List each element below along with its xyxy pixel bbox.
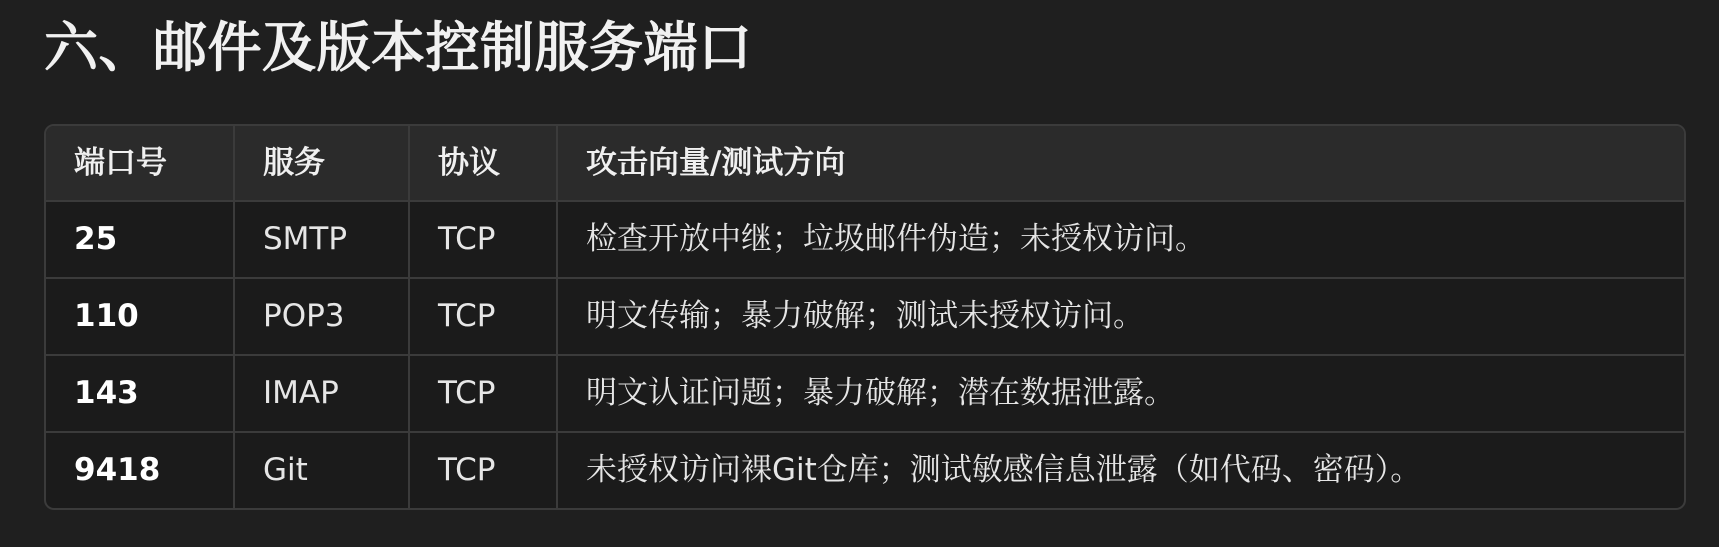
cell-protocol: TCP	[409, 355, 557, 432]
cell-service: Git	[234, 432, 409, 508]
table-row	[46, 355, 1684, 432]
cell-attack-vector: 明文传输；暴力破解；测试未授权访问。	[557, 278, 1684, 355]
column-header-attack-vector: 攻击向量/测试方向	[557, 126, 1684, 201]
column-header-service: 服务	[234, 126, 409, 201]
table-row	[46, 201, 1684, 278]
column-header-port: 端口号	[46, 126, 234, 201]
cell-attack-vector: 明文认证问题；暴力破解；潜在数据泄露。	[557, 355, 1684, 432]
cell-service: SMTP	[234, 201, 409, 278]
cell-port: 110	[46, 278, 234, 355]
cell-protocol: TCP	[409, 201, 557, 278]
cell-service: IMAP	[234, 355, 409, 432]
table-row	[46, 278, 1684, 355]
section-title: 六、邮件及版本控制服务端口	[44, 16, 753, 79]
cell-port: 143	[46, 355, 234, 432]
cell-protocol: TCP	[409, 278, 557, 355]
cell-port: 9418	[46, 432, 234, 508]
cell-port: 25	[46, 201, 234, 278]
cell-attack-vector: 未授权访问裸Git仓库；测试敏感信息泄露（如代码、密码）。	[586, 452, 1422, 488]
table-header	[46, 126, 1684, 201]
table-body	[46, 201, 1684, 508]
header-row	[46, 126, 1684, 201]
column-header-protocol: 协议	[409, 126, 557, 201]
cell-service: POP3	[234, 278, 409, 355]
ports-table-container	[44, 124, 1686, 510]
ports-table	[46, 126, 1684, 508]
cell-attack-vector: 检查开放中继；垃圾邮件伪造；未授权访问。	[557, 201, 1684, 278]
table-row	[46, 432, 1684, 508]
cell-protocol: TCP	[409, 432, 557, 508]
